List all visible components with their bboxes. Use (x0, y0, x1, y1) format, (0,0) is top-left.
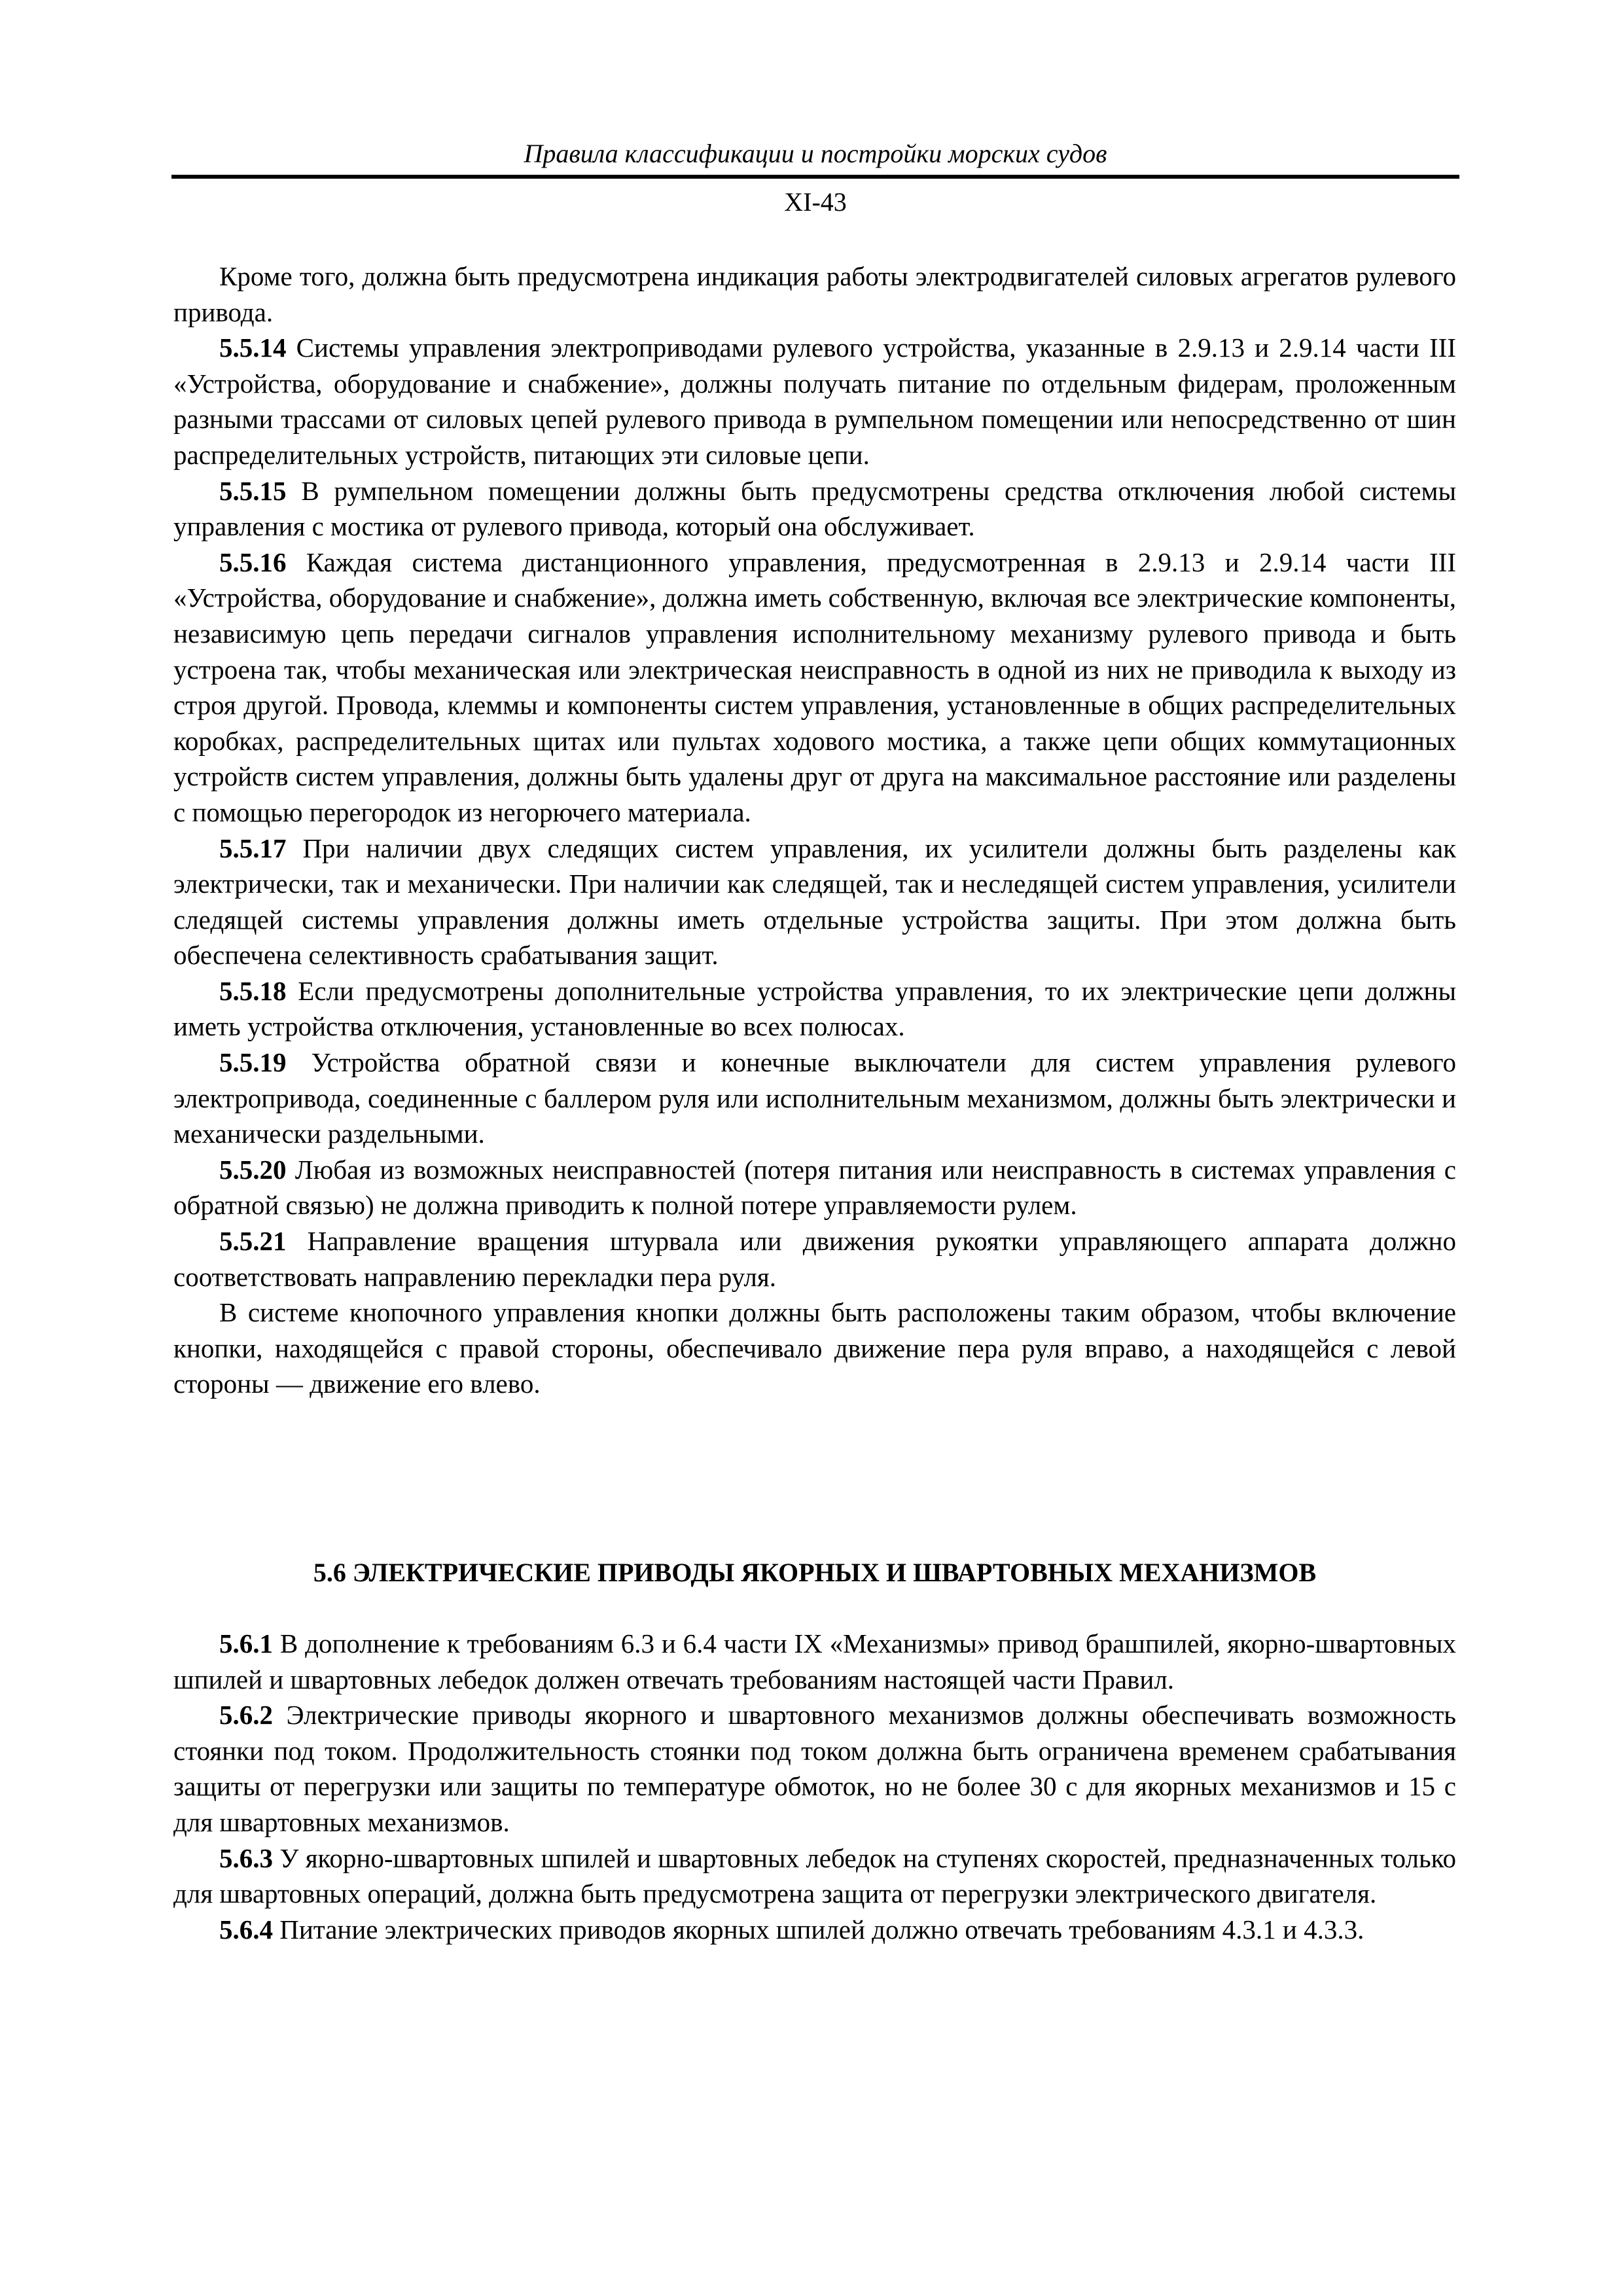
paragraph-number: 5.6.2 (219, 1700, 273, 1731)
paragraph-number: 5.5.19 (219, 1047, 287, 1078)
paragraph-5-5-14 (173, 330, 1456, 473)
paragraph-number: 5.6.4 (219, 1914, 273, 1945)
section-title: 5.6 ЭЛЕКТРИЧЕСКИЕ ПРИВОДЫ ЯКОРНЫХ И ШВАРТОВНЫХ МЕХАНИЗМОВ (313, 1558, 1317, 1587)
paragraph-button-control (173, 1295, 1456, 1402)
paragraph-5-5-15 (173, 473, 1456, 545)
body-text (173, 259, 1456, 1402)
paragraph-text: Любая из возможных неисправностей (потеря питания или неисправность в системах управления с обратной связью) не должна приводить к полной потере управляемости рулем. (173, 1154, 1456, 1221)
header-rule (171, 175, 1459, 179)
paragraph-number: 5.5.21 (219, 1226, 287, 1257)
paragraph-number: 5.5.18 (219, 975, 287, 1006)
paragraph-text: Устройства обратной связи и конечные выключатели для систем управления рулевого электропривода, соединенные с баллером руля или исполнительным механизмом, должны быть электрически и механически раздельными. (173, 1047, 1456, 1149)
paragraph-number: 5.5.15 (219, 475, 287, 506)
paragraph-5-5-17 (173, 831, 1456, 973)
paragraph-text: Направление вращения штурвала или движения рукоятки управляющего аппарата должно соответствовать направлению перекладки пера руля. (173, 1226, 1456, 1292)
page-number: XI-43 (784, 187, 847, 217)
paragraph-text: У якорно-швартовных шпилей и швартовных лебедок на ступенях скоростей, предназначенных только для швартовных операций, должна быть предусмотрена защита от перегрузки электрического двигателя. (173, 1842, 1456, 1909)
paragraph-text: Электрические приводы якорного и швартовного механизмов должны обеспечивать возможность стоянки под током. Продолжительность стоянки под током должна быть ограничена временем срабатывания защиты от перегрузки или защиты по температуре обмоток, но не более 30 с для якорных механизмов и 15 с для швартовных механизмов. (173, 1700, 1456, 1837)
paragraph-number: 5.5.16 (219, 547, 287, 577)
paragraph-5-5-18 (173, 973, 1456, 1045)
paragraph-text: Кроме того, должна быть предусмотрена индикация работы электродвигателей силовых агрегатов рулевого привода. (173, 261, 1456, 327)
paragraph-5-5-19 (173, 1045, 1456, 1152)
paragraph-5-5-21 (173, 1223, 1456, 1295)
paragraph-5-6-4 (173, 1912, 1456, 1948)
paragraph-text: Если предусмотрены дополнительные устройства управления, то их электрические цепи должны иметь устройства отключения, установленные во всех полюсах. (173, 975, 1456, 1042)
paragraph-text: Каждая система дистанционного управления, предусмотренная в 2.9.13 и 2.9.14 части III «Устройства, оборудование и снабжение», должна иметь собственную, включая все электрические компоненты, независимую цепь передачи сигналов управления исполнительному механизму рулевого привода и быть устроена так, чтобы механическая или электрическая неисправность в одной из них не приводила к выходу из строя другой. Провода, клеммы и компоненты систем управления, установленные в общих распределительных коробках, распределительных щитах или пультах ходового мостика, а также цепи общих коммутационных устройств систем управления, должны быть удалены друг от друга на максимальное расстояние или разделены с помощью перегородок из негорючего материала. (173, 547, 1456, 827)
paragraph-text: При наличии двух следящих систем управления, их усилители должны быть разделены как электрически, так и механически. При наличии как следящей, так и неследящей систем управления, усилители следящей системы управления должны иметь отдельные устройства защиты. При этом должна быть обеспечена селективность срабатывания защит. (173, 833, 1456, 971)
paragraph-5-6-1 (173, 1626, 1456, 1697)
paragraph-number: 5.5.14 (219, 332, 287, 363)
paragraph-text: Системы управления электроприводами рулевого устройства, указанные в 2.9.13 и 2.9.14 части III «Устройства, оборудование и снабжение», должны получать питание по отдельным фидерам, проложенным разными трассами от силовых цепей рулевого привода в румпельном помещении или непосредственно от шин распределительных устройств, питающих эти силовые цепи. (173, 332, 1456, 470)
paragraph-5-5-16 (173, 545, 1456, 831)
paragraph-5-6-3 (173, 1840, 1456, 1912)
paragraph-number: 5.6.3 (219, 1842, 273, 1873)
section-body-text (173, 1626, 1456, 1947)
paragraph-text: В румпельном помещении должны быть предусмотрены средства отключения любой системы управления с мостика от рулевого привода, который она обслуживает. (173, 475, 1456, 542)
paragraph-number: 5.5.20 (219, 1154, 287, 1185)
paragraph-text: В дополнение к требованиям 6.3 и 6.4 части IX «Механизмы» привод брашпилей, якорно-швартовных шпилей и швартовных лебедок должен отвечать требованиям настоящей части Правил. (173, 1628, 1456, 1695)
paragraph-number: 5.6.1 (219, 1628, 273, 1659)
paragraph-number: 5.5.17 (219, 833, 287, 863)
paragraph-intro (173, 259, 1456, 330)
paragraph-5-5-20 (173, 1152, 1456, 1223)
paragraph-text: В системе кнопочного управления кнопки должны быть расположены таким образом, чтобы включение кнопки, находящейся с правой стороны, обеспечивало движение пера руля вправо, а находящейся с левой стороны — движение его влево. (173, 1297, 1456, 1399)
paragraph-text: Питание электрических приводов якорных шпилей должно отвечать требованиям 4.3.1 и 4.3.3. (273, 1914, 1364, 1945)
paragraph-5-6-2 (173, 1697, 1456, 1840)
running-header: Правила классификации и постройки морских судов (524, 139, 1107, 168)
